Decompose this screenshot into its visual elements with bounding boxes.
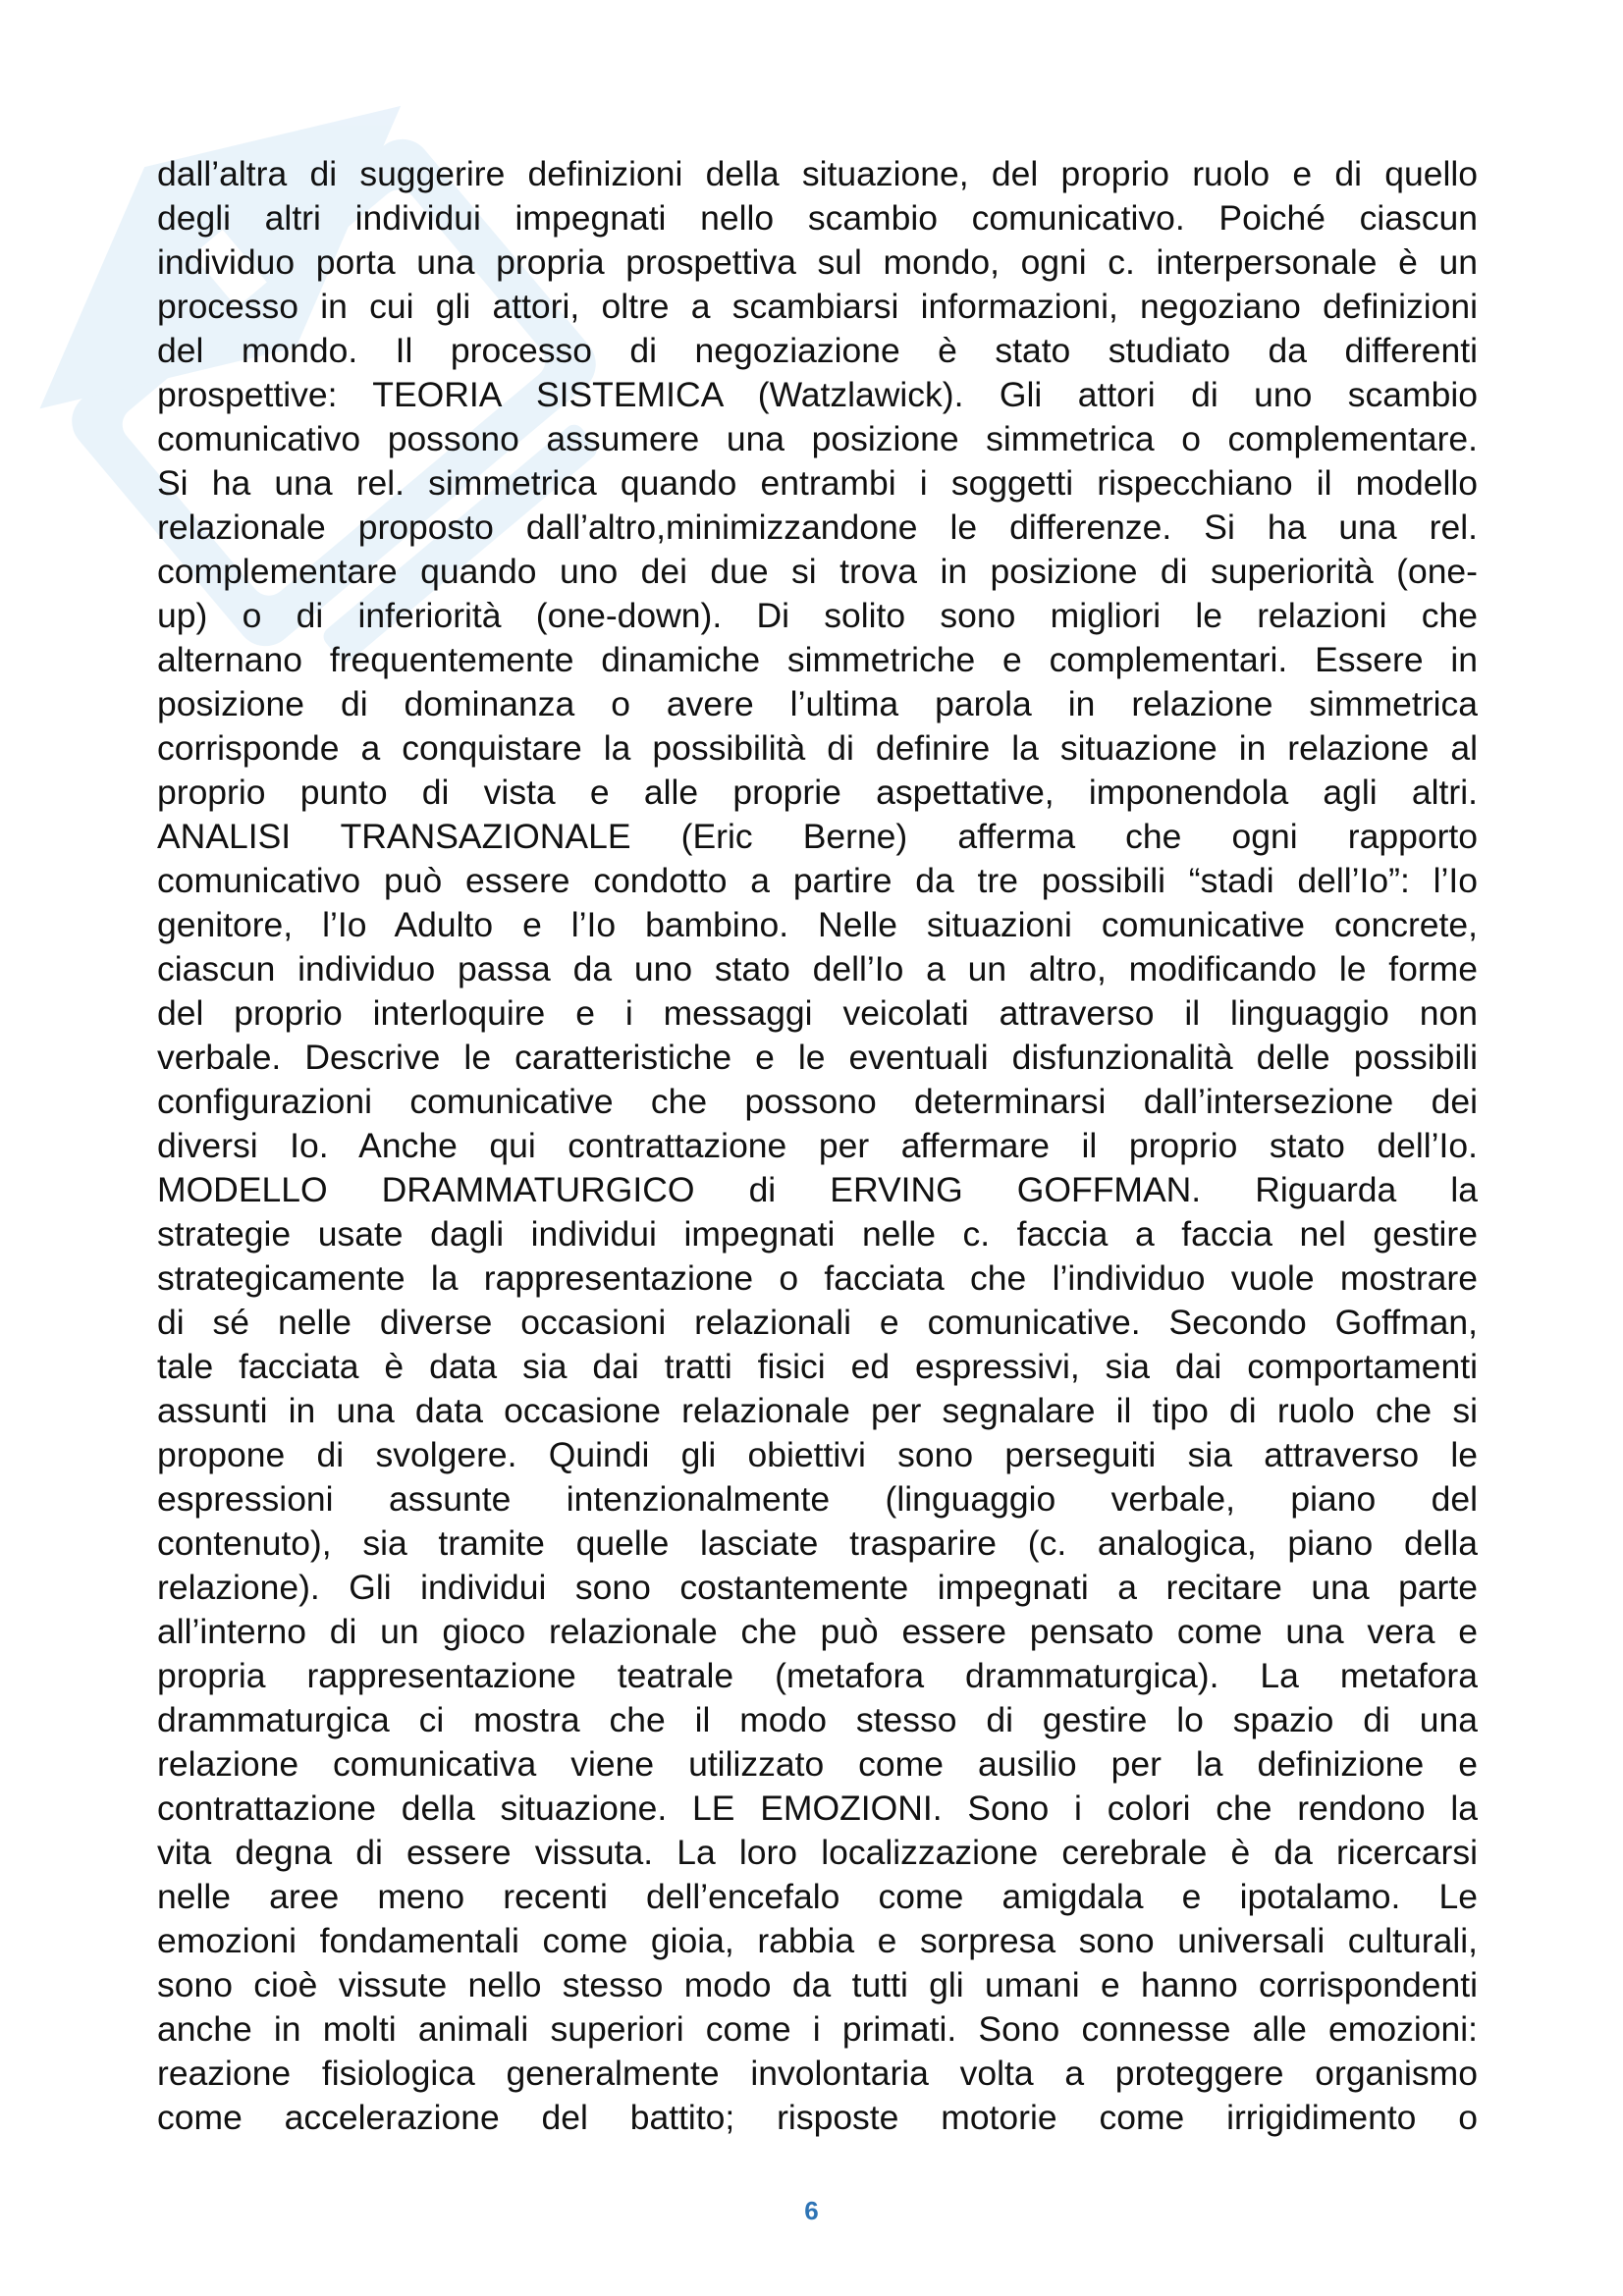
text-line: tale facciata è data sia dai tratti fisici ed espressivi, sia dai comportamenti <box>157 1347 1478 1386</box>
text-line: individuo porta una propria prospettiva sul mondo, ogni c. interpersonale è un <box>157 242 1478 282</box>
text-line: configurazioni comunicative che possono determinarsi dall’intersezione dei <box>157 1082 1478 1121</box>
text-line: genitore, l’Io Adulto e l’Io bambino. Nelle situazioni comunicative concrete, <box>157 905 1478 944</box>
text-line: degli altri individui impegnati nello scambio comunicativo. Poiché ciascun <box>157 198 1478 238</box>
text-line: contrattazione della situazione. LE EMOZIONI. Sono i colori che rendono la <box>157 1789 1478 1828</box>
text-line: comunicativo possono assumere una posizione simmetrica o complementare. <box>157 419 1478 458</box>
text-line: Si ha una rel. simmetrica quando entrambi i soggetti rispecchiano il modello <box>157 463 1478 503</box>
text-line: diversi Io. Anche qui contrattazione per affermare il proprio stato dell’Io. <box>157 1126 1478 1165</box>
text-line: anche in molti animali superiori come i primati. Sono connesse alle emozioni: <box>157 2009 1478 2049</box>
text-line: all’interno di un gioco relazionale che può essere pensato come una vera e <box>157 1612 1478 1651</box>
text-line: drammaturgica ci mostra che il modo stesso di gestire lo spazio di una <box>157 1700 1478 1739</box>
text-line: nelle aree meno recenti dell’encefalo come amigdala e ipotalamo. Le <box>157 1877 1478 1916</box>
text-line: proprio punto di vista e alle proprie aspettative, imponendola agli altri. <box>157 773 1478 812</box>
text-line: vita degna di essere vissuta. La loro localizzazione cerebrale è da ricercarsi <box>157 1833 1478 1872</box>
text-line: propone di svolgere. Quindi gli obiettivi sono perseguiti sia attraverso le <box>157 1435 1478 1474</box>
page-number: 6 <box>804 2196 819 2225</box>
text-line: prospettive: TEORIA SISTEMICA (Watzlawick). Gli attori di uno scambio <box>157 375 1478 414</box>
text-line: sono cioè vissute nello stesso modo da tutti gli umani e hanno corrispondenti <box>157 1965 1478 2004</box>
text-line: complementare quando uno dei due si trova in posizione di superiorità (one- <box>157 552 1478 591</box>
text-line: emozioni fondamentali come gioia, rabbia e sorpresa sono universali culturali, <box>157 1921 1478 1960</box>
text-line: espressioni assunte intenzionalmente (linguaggio verbale, piano del <box>157 1479 1478 1519</box>
text-line: up) o di inferiorità (one-down). Di solito sono migliori le relazioni che <box>157 596 1478 635</box>
text-line: dall’altra di suggerire definizioni della situazione, del proprio ruolo e di quello <box>157 154 1478 193</box>
text-line: come accelerazione del battito; risposte motorie come irrigidimento o <box>157 2098 1478 2137</box>
text-line: relazione). Gli individui sono costantemente impegnati a recitare una parte <box>157 1568 1478 1607</box>
document-body <box>157 152 1478 2140</box>
text-line: strategicamente la rappresentazione o facciata che l’individuo vuole mostrare <box>157 1258 1478 1298</box>
text-line: verbale. Descrive le caratteristiche e le eventuali disfunzionalità delle possibili <box>157 1038 1478 1077</box>
text-line: relazionale proposto dall’altro,minimizzandone le differenze. Si ha una rel. <box>157 507 1478 547</box>
text-line: reazione fisiologica generalmente involontaria volta a proteggere organismo <box>157 2054 1478 2093</box>
text-line: di sé nelle diverse occasioni relazionali e comunicative. Secondo Goffman, <box>157 1303 1478 1342</box>
text-line: ciascun individuo passa da uno stato dell’Io a un altro, modificando le forme <box>157 949 1478 988</box>
text-line: posizione di dominanza o avere l’ultima parola in relazione simmetrica <box>157 684 1478 723</box>
text-line: comunicativo può essere condotto a partire da tre possibili “stadi dell’Io”: l’Io <box>157 861 1478 900</box>
text-line: relazione comunicativa viene utilizzato come ausilio per la definizione e <box>157 1744 1478 1784</box>
text-line: contenuto), sia tramite quelle lasciate trasparire (c. analogica, piano della <box>157 1523 1478 1563</box>
text-line: processo in cui gli attori, oltre a scambiarsi informazioni, negoziano definizioni <box>157 287 1478 326</box>
text-line: alternano frequentemente dinamiche simmetriche e complementari. Essere in <box>157 640 1478 679</box>
text-line: strategie usate dagli individui impegnati nelle c. faccia a faccia nel gestire <box>157 1214 1478 1254</box>
text-line: MODELLO DRAMMATURGICO di ERVING GOFFMAN. Riguarda la <box>157 1170 1478 1209</box>
text-line: assunti in una data occasione relazionale per segnalare il tipo di ruolo che si <box>157 1391 1478 1430</box>
text-line: del proprio interloquire e i messaggi veicolati attraverso il linguaggio non <box>157 993 1478 1033</box>
text-line: del mondo. Il processo di negoziazione è stato studiato da differenti <box>157 331 1478 370</box>
text-line: corrisponde a conquistare la possibilità di definire la situazione in relazione al <box>157 728 1478 768</box>
text-line: propria rappresentazione teatrale (metafora drammaturgica). La metafora <box>157 1656 1478 1695</box>
text-line: ANALISI TRANSAZIONALE (Eric Berne) afferma che ogni rapporto <box>157 817 1478 856</box>
